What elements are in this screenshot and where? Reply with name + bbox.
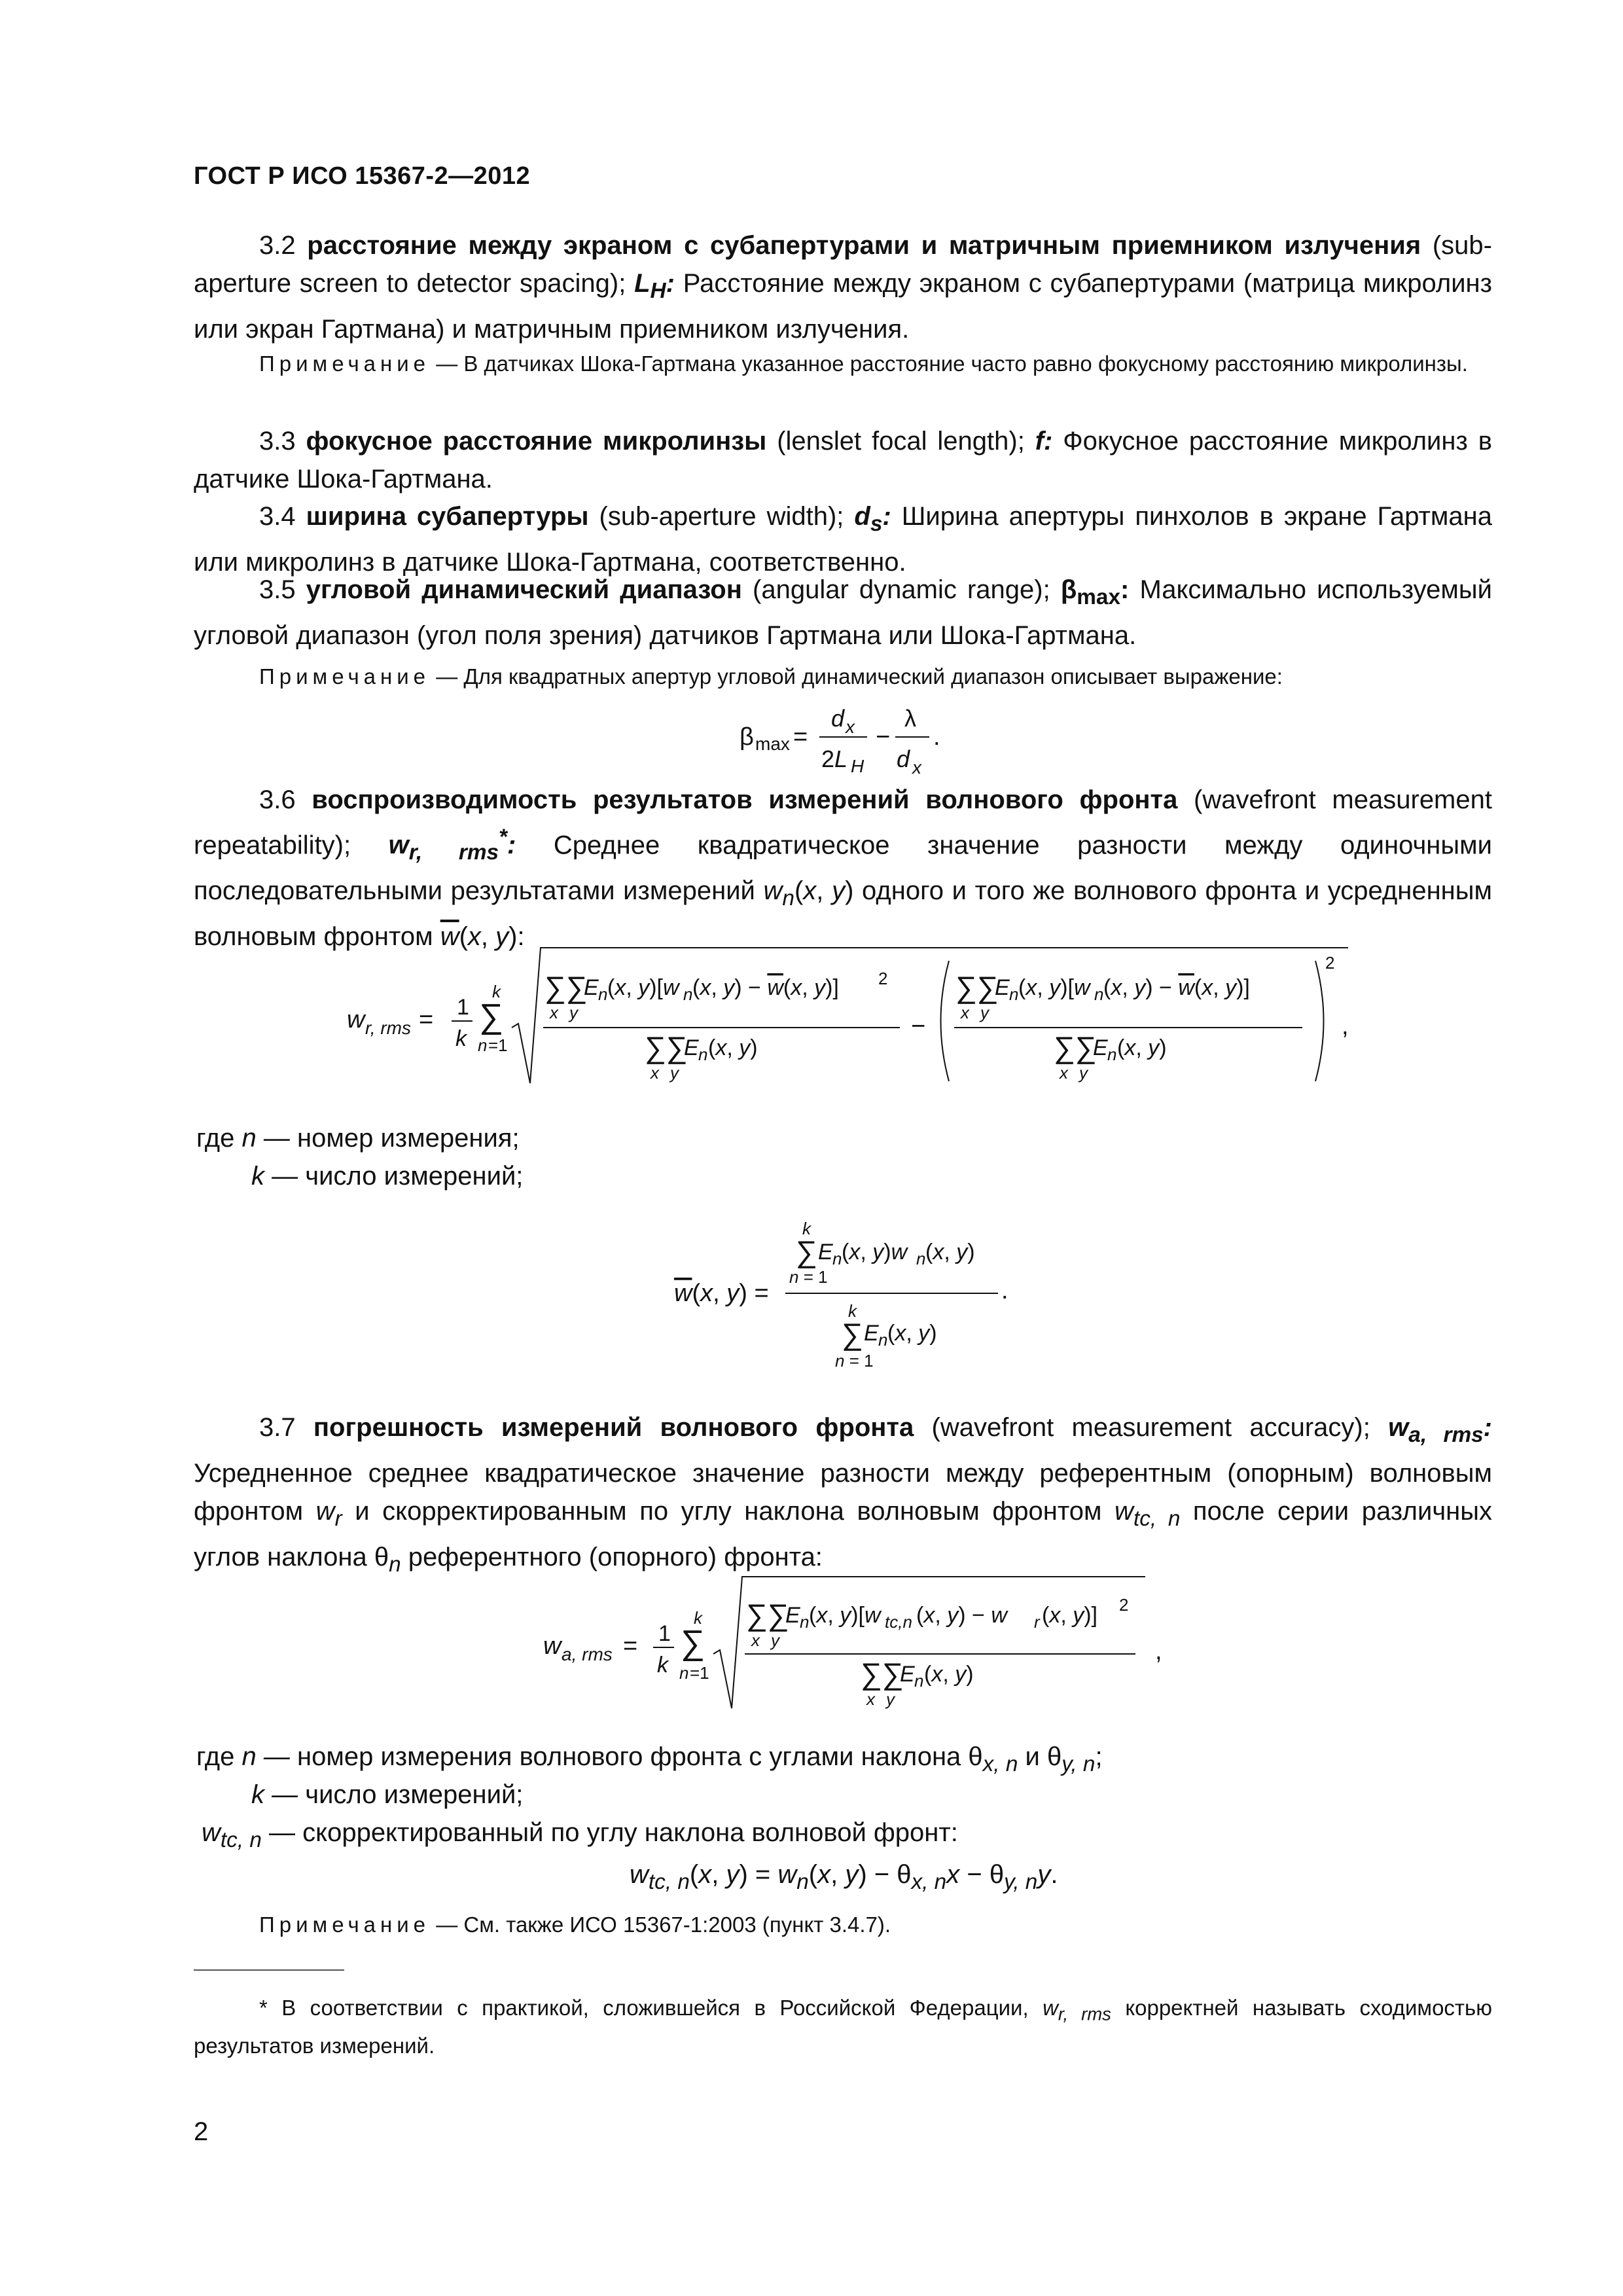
svg-text:(x, y)[w: (x, y)[w — [607, 975, 679, 1000]
term: фокусное расстояние микролинзы — [306, 427, 767, 456]
svg-text:∑∑: ∑∑ — [955, 970, 999, 1004]
svg-text:∑∑: ∑∑ — [861, 1657, 904, 1691]
svg-text:(x, y) − w: (x, y) − w — [916, 1603, 1007, 1628]
svg-text:(x, y) − w(x, y)]: (x, y) − w(x, y)] — [1103, 975, 1250, 1000]
svg-text:2: 2 — [1119, 1595, 1129, 1615]
page-number: 2 — [194, 2117, 209, 2146]
svg-text:(x, y): (x, y) — [708, 1035, 758, 1060]
note-label: Примечание — [259, 351, 431, 376]
svg-text:r, rms: r, rms — [365, 1018, 411, 1038]
svg-text:n: n — [598, 984, 608, 1004]
term: ширина субапертуры — [306, 502, 589, 531]
formula-w-tc: $w_{tc, n}(x$, $y) = w_n(x$, $y) - \theta_{x, n}x - \theta_{y, n}y$. — [630, 1860, 1058, 1894]
svg-text:d: d — [897, 745, 910, 772]
svg-text:=: = — [623, 1632, 638, 1660]
svg-text:β: β — [740, 723, 754, 751]
svg-text:E: E — [785, 1603, 800, 1628]
svg-text:y: y — [670, 1063, 679, 1083]
svg-text:y: y — [569, 1003, 578, 1022]
svg-text:=1: =1 — [690, 1663, 709, 1683]
svg-text:n: n — [1107, 1045, 1117, 1064]
svg-text:λ: λ — [904, 705, 916, 732]
term-definition: Расстояние между экраном с субапертурами (матрица микролинз или экран Гартмана) и матричным приемником излучения. — [194, 269, 1492, 344]
svg-text:d: d — [831, 705, 845, 732]
where-n-1: где n — номер измерения; — [196, 1124, 520, 1153]
svg-text:(x, y): (x, y) — [1117, 1035, 1167, 1060]
svg-text:(x, y): (x, y) — [924, 1662, 974, 1687]
svg-text:E: E — [818, 1240, 833, 1265]
formula-beta-max — [733, 694, 969, 779]
note-2: Примечание — Для квадратных апертур угловой динамический диапазон описывает выражение: — [259, 664, 1283, 689]
section-3-3: 3.3 фокусное расстояние микролинзы (lenslet focal length); f: Фокусное расстояние микролинз в датчике Шока-Гартмана. — [194, 427, 1492, 493]
svg-text:,: , — [1155, 1638, 1162, 1665]
svg-text:∑: ∑ — [796, 1234, 817, 1268]
svg-text:2L: 2L — [821, 745, 848, 772]
svg-text:x: x — [866, 1689, 875, 1709]
svg-text:(x, y): (x, y) — [925, 1240, 975, 1265]
section-number: 3.2 — [259, 231, 296, 260]
svg-text:y: y — [980, 1003, 989, 1022]
svg-text:(x, y)[w: (x, y)[w — [809, 1603, 881, 1628]
svg-text:y: y — [1079, 1063, 1088, 1083]
svg-text:n: n — [1094, 984, 1104, 1004]
note-1 — [194, 348, 1492, 380]
svg-text:x: x — [846, 717, 855, 737]
term-english: (sub-aperture screen to detector spacing); — [194, 231, 1492, 298]
svg-text:n: n — [916, 1249, 926, 1268]
svg-text:k: k — [848, 1301, 857, 1321]
svg-text:r: r — [1034, 1612, 1040, 1632]
formula-w-bar — [668, 1217, 1060, 1374]
section-3-5: 3.5 угловой динамический диапазон (angular dynamic range); $\beta_{max}$: Максимально используемый угловой диапазон (угол поля зрения) датчиков Гартмана или Шока-Гартмана. — [194, 575, 1492, 650]
where-n-2: где n — номер измерения волнового фронта с углами наклона $\theta_{x, n}$ и $\theta_{y, n}$; — [196, 1742, 1103, 1776]
svg-text:k: k — [802, 1219, 811, 1238]
svg-text:E: E — [584, 975, 599, 1000]
where-w-tc: $w_{tc, n}$ — скорректированный по углу наклона волновой фронт: — [202, 1818, 958, 1852]
footnote-divider — [194, 1969, 344, 1971]
note-text: — В датчиках Шока-Гартмана указанное расстояние часто равно фокусному расстоянию микролинзы. — [436, 351, 1468, 376]
section-3-6: 3.6 воспроизводимость результатов измерений волнового фронта (wavefront measurement repeatability); $w_{r, rms}^*$: Среднее квадратическое значение разности между одиночными последовательными результатами измерений $w_n(x$, y) одного и того же волнового фронта и усредненным волновым фронтом $\overline{w}(x$, y): — [194, 785, 1492, 952]
svg-text:tc,n: tc,n — [885, 1612, 912, 1632]
footnote: * В соответствии с практикой, сложившейся в Российской Федерации, $w_{r, rms}$ корректней называть сходимостью результатов измерений. — [194, 1996, 1492, 2058]
svg-text:x: x — [912, 757, 921, 778]
term: воспроизводимость результатов измерений волнового фронта — [312, 785, 1178, 814]
svg-text:y: y — [886, 1689, 895, 1709]
svg-text:n: n — [679, 1663, 689, 1683]
svg-text:x: x — [550, 1003, 558, 1022]
svg-text:2: 2 — [1325, 953, 1335, 973]
where-k-2: k — число измерений; — [251, 1780, 524, 1809]
svg-text:E: E — [864, 1321, 879, 1346]
svg-text:n: n — [878, 1330, 888, 1350]
svg-text:E: E — [900, 1662, 915, 1687]
where-k-1: k — число измерений; — [251, 1162, 524, 1191]
svg-text:max: max — [755, 734, 790, 754]
term: угловой динамический диапазон — [306, 575, 742, 604]
document-header: ГОСТ Р ИСО 15367-2—2012 — [194, 162, 531, 190]
svg-text:=: = — [793, 723, 808, 751]
svg-text:k: k — [657, 1653, 668, 1677]
svg-text:k: k — [492, 982, 501, 1001]
svg-text:2: 2 — [878, 969, 888, 988]
svg-text:1: 1 — [457, 995, 469, 1020]
svg-text:∑: ∑ — [479, 997, 504, 1035]
svg-text:,: , — [1342, 1013, 1349, 1040]
svg-text:∑∑: ∑∑ — [544, 970, 588, 1004]
svg-text:∑∑: ∑∑ — [1054, 1030, 1097, 1064]
svg-text:n: n — [914, 1671, 924, 1691]
svg-text:(x, y)[w: (x, y)[w — [1018, 975, 1090, 1000]
svg-text:∑∑: ∑∑ — [746, 1598, 789, 1632]
svg-text:n: n — [683, 984, 693, 1004]
svg-text:−: − — [876, 723, 891, 751]
svg-text:=1: =1 — [488, 1035, 508, 1055]
svg-text:−: − — [911, 1013, 926, 1040]
svg-text:(x, y)]: (x, y)] — [1042, 1603, 1098, 1628]
svg-text:E: E — [995, 975, 1010, 1000]
svg-text:x: x — [961, 1003, 969, 1022]
svg-text:k: k — [694, 1608, 702, 1628]
term: погрешность измерений волнового фронта — [313, 1413, 914, 1442]
svg-text:.: . — [1001, 1277, 1008, 1304]
svg-text:w(x, y) =: w(x, y) = — [674, 1280, 769, 1307]
svg-text:E: E — [1093, 1035, 1108, 1060]
svg-text:n: n — [698, 1045, 708, 1064]
term-symbol: L — [634, 269, 651, 298]
section-3-4: 3.4 ширина субапертуры (sub-aperture width); $d_s$: Ширина апертуры пинхолов в экране Гартмана или микролинз в датчике Шока-Гартмана, соответственно. — [194, 502, 1492, 577]
note-3: Примечание — См. также ИСО 15367-1:2003 (пункт 3.4.7). — [259, 1912, 891, 1937]
svg-text:x: x — [1060, 1063, 1068, 1083]
formula-w-a-rms — [537, 1568, 1191, 1718]
svg-text:k: k — [455, 1026, 467, 1051]
svg-text:H: H — [851, 756, 865, 776]
svg-text:n: n — [800, 1612, 810, 1632]
term: расстояние между экраном с субапертурами и матричным приемником излучения — [307, 231, 1421, 260]
svg-text:x: x — [751, 1630, 760, 1650]
svg-text:1: 1 — [658, 1621, 671, 1646]
svg-text:n = 1: n = 1 — [789, 1267, 828, 1287]
svg-text:.: . — [933, 723, 940, 751]
svg-text:n: n — [832, 1249, 842, 1268]
svg-text:(x, y) − w(x, y)]: (x, y) − w(x, y)] — [692, 975, 839, 1000]
svg-text:a, rms: a, rms — [562, 1644, 613, 1664]
svg-text:E: E — [684, 1035, 699, 1060]
svg-text:x: x — [651, 1063, 659, 1083]
svg-text:∑: ∑ — [681, 1624, 705, 1662]
section-3-7: 3.7 погрешность измерений волнового фронта (wavefront measurement accuracy); $w_{a, rms}$: Усредненное среднее квадратическое значение разности между референтным (опорным) волновым фронтом $w_r$ и скорректированным по углу наклона волновым фронтом $w_{tc, n}$ после серии различных углов наклона $\theta_n$ референтного (опорного) фронта: — [194, 1413, 1492, 1577]
svg-text:n = 1: n = 1 — [835, 1351, 874, 1371]
svg-text:w: w — [543, 1632, 562, 1660]
svg-text:∑∑: ∑∑ — [645, 1030, 688, 1064]
svg-text:n: n — [478, 1035, 488, 1055]
svg-text:w: w — [347, 1006, 365, 1033]
svg-text:∑: ∑ — [842, 1317, 863, 1351]
formula-w-r-rms — [340, 929, 1361, 1093]
svg-text:y: y — [771, 1630, 779, 1650]
svg-text:(x, y)w: (x, y)w — [842, 1240, 908, 1265]
svg-text:n: n — [1009, 984, 1019, 1004]
svg-text:=: = — [419, 1006, 434, 1033]
svg-text:(x, y): (x, y) — [887, 1321, 937, 1346]
section-3-2: 3.2 расстояние между экраном с субапертурами и матричным приемником излучения (sub-aperture screen to detector spacing); $L_H$: Расстояние между экраном с субапертурами (матрица микролинз или экран Гартмана) и матричным приемником излучения. — [194, 231, 1492, 344]
